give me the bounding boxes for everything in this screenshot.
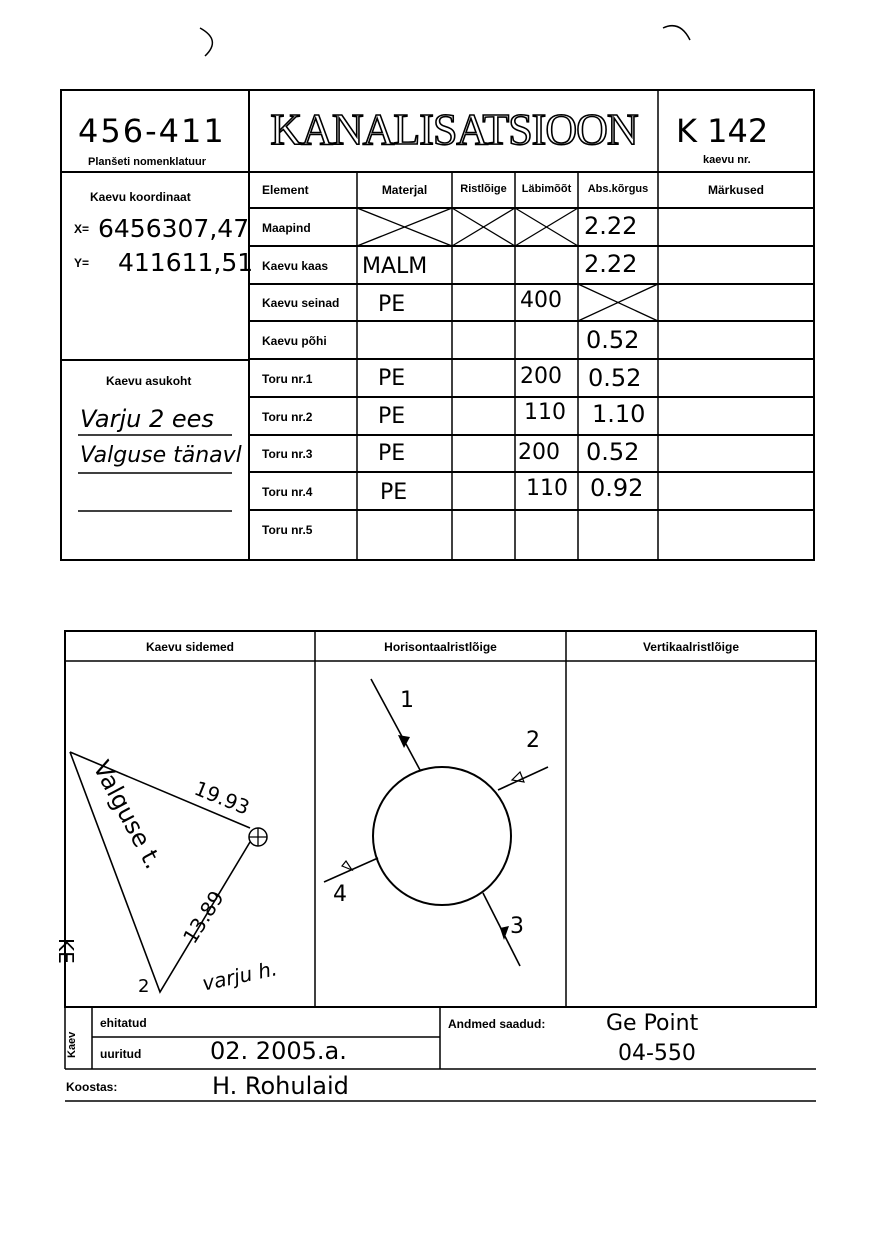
row-diameter: 110 [524,400,566,425]
row-abs-height: 0.92 [590,474,644,502]
well-number-label: kaevu nr. [703,154,751,166]
sketch-varju-label: varju h. [200,956,280,996]
plan-sheet-value: 456-411 [78,112,226,150]
location-line-2: Valguse tänavl [80,443,242,468]
row-abs-height: 2.22 [584,250,638,278]
row-element: Toru nr.4 [262,485,313,499]
row-diameter: 200 [520,364,562,389]
connections-header: Kaevu sidemed [145,640,235,654]
surveyed-value: 02. 2005.a. [210,1037,347,1065]
location-label: Kaevu asukoht [106,374,192,388]
y-coordinate-value: 411611,51 [118,248,254,277]
vertical-section-header: Vertikaalristlõige [642,640,740,654]
sketch-ke-label: KE [54,938,78,964]
data-source-value-2: 04-550 [618,1041,696,1066]
row-element: Toru nr.1 [262,372,313,386]
x-coordinate-label: X= [74,222,90,236]
built-label: ehitatud [100,1016,147,1030]
coordinates-label: Kaevu koordinaat [90,190,191,204]
y-coordinate-label: Y= [74,256,90,270]
col-header-cross-section: Ristlõige [460,183,507,195]
col-header-element: Element [262,183,309,197]
sketch-street-label: Valguse t. [87,756,168,874]
sketch-corner-label: 2 [138,976,150,997]
horizontal-section-header: Horisontaalristlõige [384,640,497,654]
row-diameter: 400 [520,288,562,313]
surveyed-label: uuritud [100,1047,142,1061]
row-material: MALM [362,254,428,279]
well-number-value: K 142 [676,112,769,150]
compiled-label: Koostas: [66,1080,118,1094]
row-element: Toru nr.3 [262,447,313,461]
col-header-abs-height: Abs.kõrgus [587,183,649,195]
row-element: Toru nr.2 [262,410,313,424]
row-element: Maapind [262,221,311,235]
sketch-distance-2: 13.89 [178,886,229,948]
data-source-value-1: Ge Point [606,1011,699,1036]
pipe-1-label: 1 [400,688,414,713]
location-line-1: Varju 2 ees [80,405,214,433]
pipe-4-label: 4 [333,882,347,907]
row-abs-height: 0.52 [586,326,640,354]
row-material: PE [378,441,406,466]
pipe-2-label: 2 [526,728,540,753]
plan-sheet-label: Planšeti nomenklatuur [88,156,206,168]
row-material: PE [380,480,408,505]
row-material: PE [378,366,406,391]
col-header-diameter: Läbimõõt [521,183,572,195]
row-element: Kaevu seinad [262,296,340,310]
row-element: Kaevu kaas [262,259,329,273]
row-abs-height: 1.10 [592,400,646,428]
row-element: Toru nr.5 [262,523,313,537]
col-header-notes: Märkused [707,183,765,197]
row-abs-height: 0.52 [586,438,640,466]
row-abs-height: 2.22 [584,212,638,240]
compiled-value: H. Rohulaid [212,1072,349,1100]
row-material: PE [378,404,406,429]
page-title: KANALISATSIOON [270,105,638,154]
row-element: Kaevu põhi [262,334,327,348]
col-header-material: Materjal [381,183,428,197]
row-diameter: 110 [526,476,568,501]
row-material: PE [378,292,406,317]
pipe-3-label: 3 [510,914,524,939]
row-abs-height: 0.52 [588,364,642,392]
data-source-label: Andmed saadud: [448,1017,546,1031]
x-coordinate-value: 6456307,47 [98,214,250,243]
row-diameter: 200 [518,440,560,465]
side-label-kaev: Kaev [66,1031,78,1058]
sketch-distance-1: 19.93 [191,776,254,820]
